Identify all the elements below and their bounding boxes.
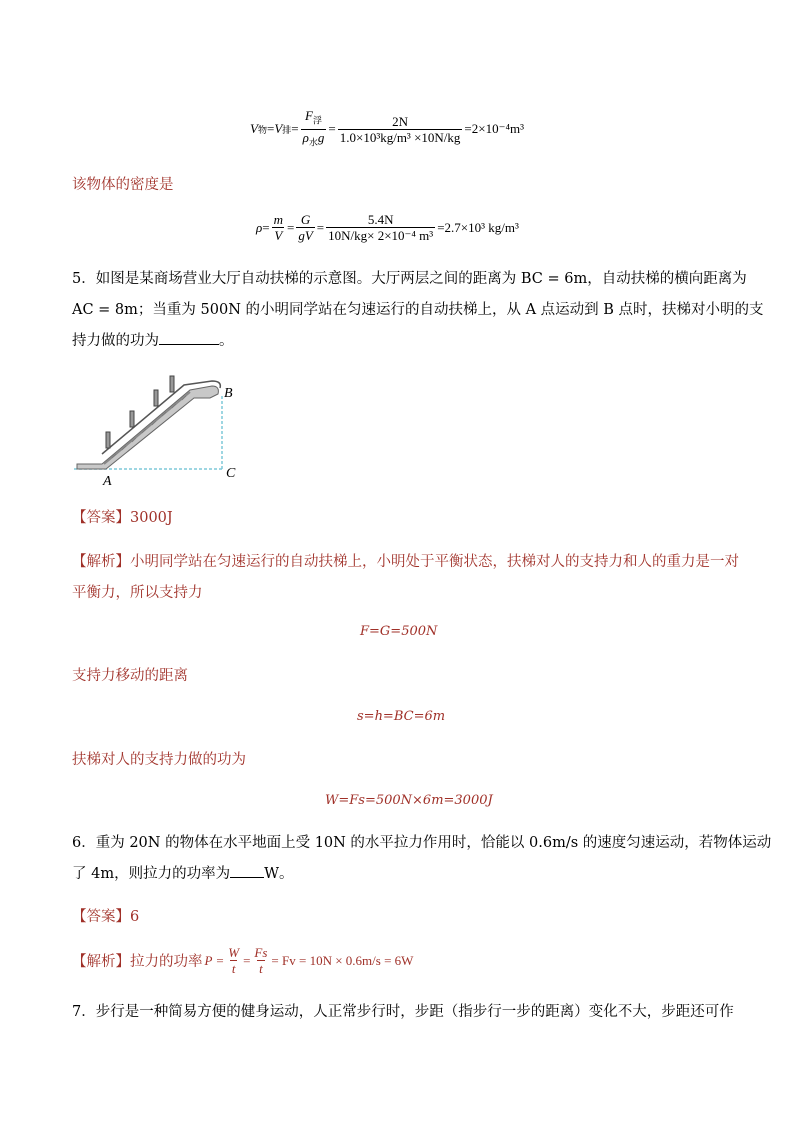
eq1-lhs: V	[250, 121, 258, 137]
q5-analysis-line2: 平衡力，所以支持力	[72, 585, 203, 601]
q5-line1: 5．如图是某商场营业大厅自动扶梯的示意图。大厅两层之间的距离为 BC = 6m，自动扶梯的横向距离为	[72, 271, 747, 287]
q5-work-intro: 扶梯对人的支持力做的功为	[72, 752, 246, 768]
q5-force-equation: F=G=500N	[360, 624, 438, 639]
eq2-result: =2.7×10³ kg/m³	[437, 219, 519, 235]
q5-work-equation: W=Fs=500N×6m=3000J	[325, 793, 493, 808]
q6-answer-blank	[230, 877, 264, 878]
density-intro: 该物体的密度是	[72, 177, 174, 193]
q5-distance-intro: 支持力移动的距离	[72, 668, 188, 684]
q6-answer: 【答案】6	[72, 909, 140, 925]
equation-volume: V 物 = V 排 = $\frac{F_浮}{\rho_水g}$ = $\frac{2N}{\text{1.0×10³kg/m³ ×10N/kg}}$ =2×10⁻⁴m³	[250, 108, 524, 150]
eq1-result: =2×10⁻⁴m³	[464, 121, 524, 137]
q7-line1: 7．步行是一种简易方便的健身运动，人正常步行时，步距（指步行一步的距离）变化不大，步距还可作	[72, 1004, 734, 1020]
fig-label-a: A	[103, 474, 112, 489]
fig-label-c: C	[226, 466, 236, 481]
q5-line3: 持力做的功为 。	[72, 333, 234, 349]
q5-line2: AC = 8m；当重为 500N 的小明同学站在匀速运行的自动扶梯上，从 A 点运动到 B 点时，扶梯对小明的支	[72, 302, 764, 318]
eq1-fraction-buoyancy: $\frac{F_浮}{\rho_水g}$	[301, 108, 327, 150]
eq1-fraction-values: $\frac{2N}{\text{1.0×10³kg/m³ ×10N/kg}}$	[339, 113, 461, 145]
escalator-figure	[72, 368, 242, 488]
q5-analysis-line1: 【解析】小明同学站在匀速运行的自动扶梯上，小明处于平衡状态，扶梯对人的支持力和人的重力是一对	[72, 554, 739, 570]
q5-answer-blank	[159, 344, 219, 345]
q5-distance-equation: s=h=BC=6m	[357, 709, 446, 724]
q6-line1: 6．重为 20N 的物体在水平地面上受 10N 的水平拉力作用时，恰能以 0.6m/s 的速度匀速运动，若物体运动	[72, 835, 772, 851]
equation-density: ρ = $\frac{m}{V}$ = $\frac{G}{gV}$ = $\frac{5.4N}{\text{10N/kg× 2×10⁻⁴ m³}}$ =2.7×10³ kg/m³	[256, 212, 519, 243]
fig-label-b: B	[224, 386, 233, 401]
q6-line2: 了 4m，则拉力的功率为 W。	[72, 866, 294, 882]
q5-answer: 【答案】3000J	[72, 510, 173, 526]
q6-analysis: 【解析】 拉力的功率 P = $\frac{W}{t}$ = $\frac{Fs}{t}$ = Fv = 10N × 0.6m/s = 6W	[72, 945, 414, 976]
q6-power-result: = Fv = 10N × 0.6m/s = 6W	[271, 952, 414, 968]
